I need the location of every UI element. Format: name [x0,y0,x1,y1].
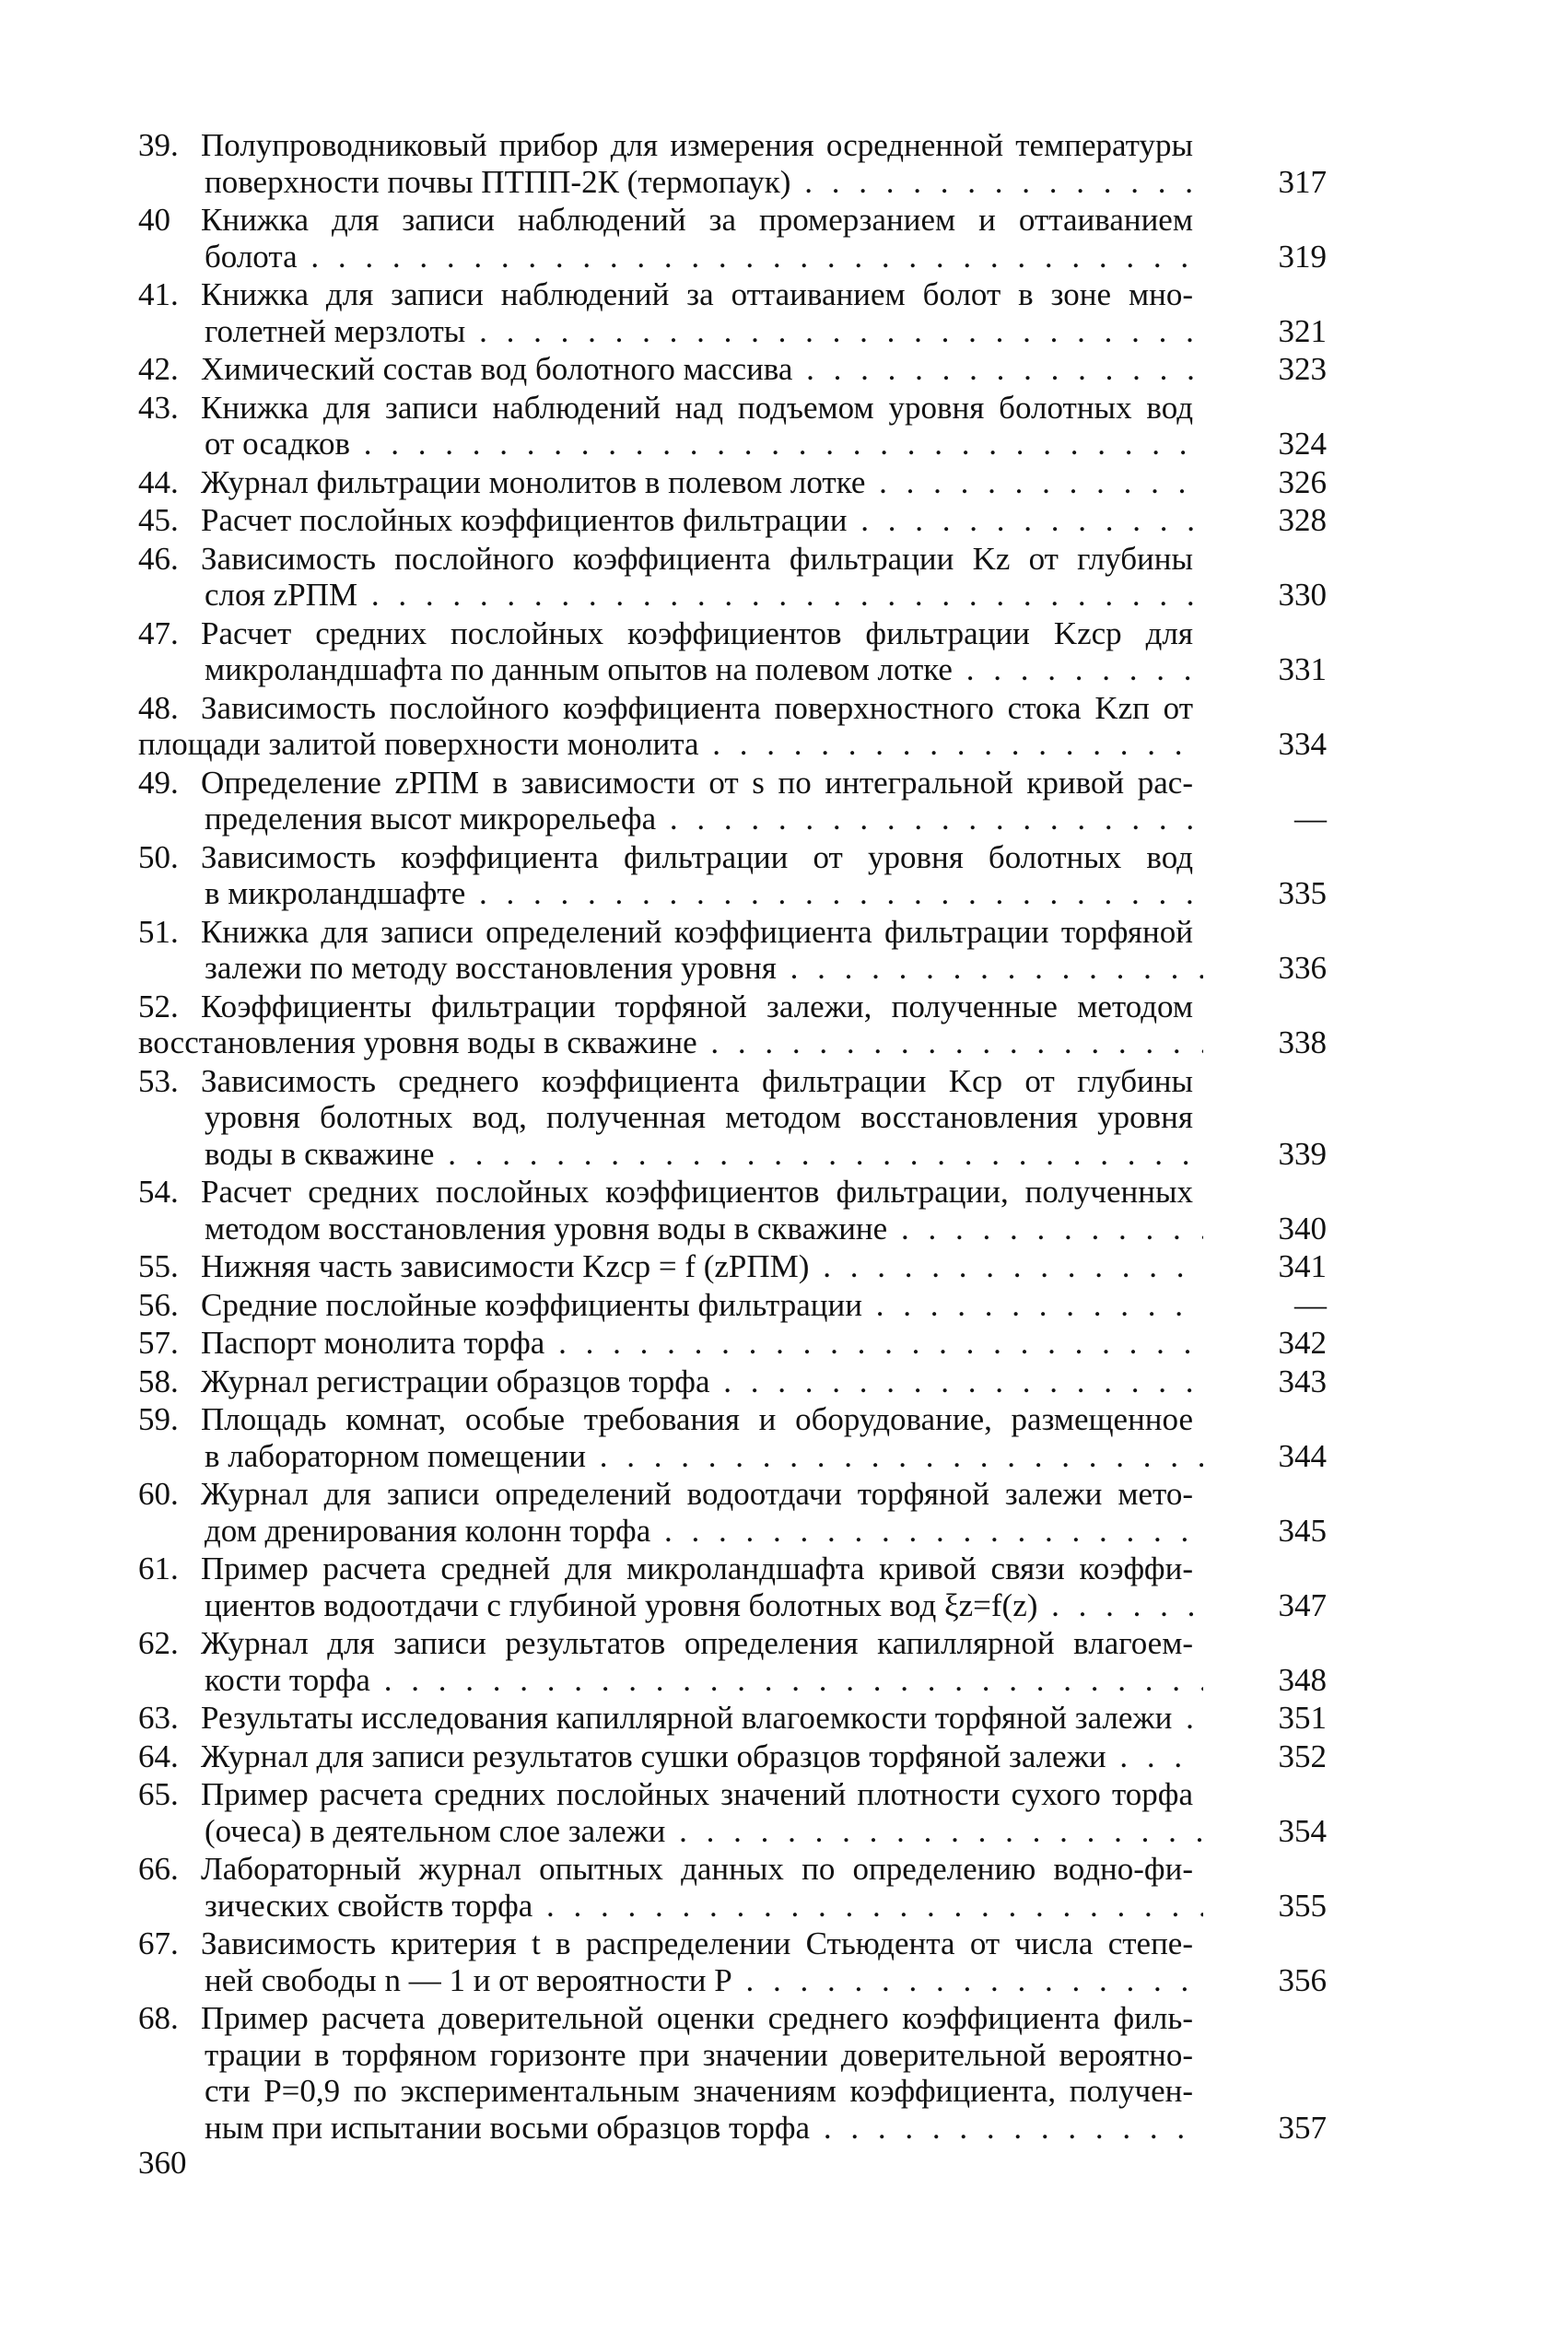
toc-entry-line [138,1287,1327,1324]
toc-entry-line [138,690,1327,727]
toc-entry-text: голетней мерзлоты [205,312,466,349]
toc-entry-line [138,1587,1327,1624]
toc-entry-text: Зависимость послойного коэффициента поверхностного стока Kzп от [201,689,1193,726]
toc-entry-text: залежи по методу восстановления уровня [205,950,777,986]
toc-entry-text: уровня болотных вод, полученная методом восстановления уровня [205,1099,1193,1135]
toc-entry-line [138,1211,1327,1247]
toc-entry-number: 49. [138,764,179,801]
toc-entry [138,914,1327,987]
toc-entry [138,765,1327,837]
table-of-contents [138,127,1327,2148]
toc-entry-text: Лабораторный журнал опытных данных по определению водно-фи- [201,1851,1193,1887]
toc-entry-page: 324 [1203,426,1327,462]
toc-entry-number: 61. [138,1551,179,1586]
toc-entry [138,690,1327,763]
toc-entry-number: 43. [138,389,179,426]
toc-entry-page: 326 [1203,464,1327,501]
toc-entry-text: Пример расчета средних послойных значений плотности сухого торфа [201,1776,1193,1812]
toc-entry-text: Паспорт монолита торфа [201,1325,545,1361]
toc-entry-number: 62. [138,1625,179,1661]
toc-entry-page: — [1203,1287,1327,1324]
toc-entry-number: 53. [138,1062,179,1099]
toc-entry-text: Расчет средних послойных коэффициентов фильтрации Kzср для [201,614,1193,651]
toc-entry-text: от осадков [205,426,351,462]
toc-entry-page: 331 [1203,651,1327,688]
toc-entry-number: 48. [138,689,179,726]
toc-entry-text: Пример расчета доверительной оценки среднего коэффициента филь- [201,2000,1193,2036]
toc-entry [138,1776,1327,1849]
toc-entry-line [138,239,1327,275]
toc-entry-line [138,615,1327,652]
toc-entry-line [138,202,1327,239]
dot-leader [298,239,1327,275]
toc-entry-number: 54. [138,1174,179,1210]
toc-entry [138,1551,1327,1623]
toc-entry [138,1700,1327,1737]
toc-entry-line [138,1513,1327,1550]
toc-entry-page: 348 [1203,1662,1327,1699]
toc-entry-text: Зависимость коэффициента фильтрации от уровня болотных вод [201,838,1193,875]
toc-entry-line [138,426,1327,462]
toc-entry [138,464,1327,501]
toc-entry-page: 355 [1203,1888,1327,1925]
toc-entry-line [138,839,1327,876]
toc-entry-text: кости торфа [205,1661,370,1698]
toc-entry-line [138,726,1327,763]
toc-entry [138,1325,1327,1362]
toc-entry-page: 338 [1203,1024,1327,1061]
toc-entry-number: 68. [138,2000,179,2036]
toc-entry-text: Площадь комнат, особые требования и оборудование, размещенное [201,1401,1193,1437]
toc-entry [138,1476,1327,1549]
toc-entry-page: 319 [1203,239,1327,275]
toc-entry-page: 342 [1203,1325,1327,1362]
toc-entry-line [138,1248,1327,1285]
toc-entry [138,1363,1327,1400]
toc-entry-text: в микроландшафте [205,875,466,911]
toc-entry-line [138,390,1327,427]
dot-leader [465,875,1327,911]
toc-entry-text: Журнал фильтрации монолитов в полевом лотке [201,463,866,500]
toc-entry-page: 354 [1203,1813,1327,1850]
toc-entry-page: 321 [1203,313,1327,350]
toc-entry-line [138,276,1327,313]
toc-entry [138,1287,1327,1324]
toc-entry-line [138,577,1327,614]
toc-entry-text: Книжка для записи наблюдений за промерзанием и оттаиванием [201,202,1193,238]
toc-entry-text: Журнал регистрации образцов торфа [201,1363,710,1399]
toc-entry-text: Зависимость среднего коэффициента фильтрации Kср от глубины [201,1062,1193,1099]
toc-entry-text: Полупроводниковый прибор для измерения осредненной температуры [201,127,1193,163]
toc-entry-number: 64. [138,1738,179,1774]
toc-entry-line [138,1063,1327,1100]
toc-entry-text: Книжка для записи определений коэффициента фильтрации торфяной [201,913,1193,950]
dot-leader [350,426,1327,462]
toc-entry-text: циентов водоотдачи с глубиной уровня болотных вод ξz=f(z) [205,1586,1038,1623]
toc-entry-page: 343 [1203,1363,1327,1400]
toc-entry-text: Зависимость критерия t в распределении Стьюдента от числа степе- [201,1925,1193,1961]
toc-entry-number: 47. [138,614,179,651]
toc-entry-text: Коэффициенты фильтрации торфяной залежи, полученные методом [201,988,1193,1024]
toc-entry [138,541,1327,614]
toc-entry-line [138,1099,1327,1136]
toc-entry [138,1851,1327,1924]
toc-entry [138,989,1327,1061]
toc-entry-text: микроландшафта по данным опытов на полевом лотке [205,651,953,687]
toc-entry-text: Пример расчета средней для микроландшафта кривой связи коэффи- [201,1551,1193,1586]
toc-entry-text: в лабораторном помещении [205,1437,586,1474]
toc-entry-text: болота [205,238,298,275]
toc-entry-line [138,950,1327,987]
toc-entry-number: 40 [138,202,170,238]
toc-entry-line [138,1438,1327,1475]
toc-entry-text: Определение zРПМ в зависимости от s по интегральной кривой рас- [201,764,1193,801]
toc-entry [138,1174,1327,1246]
toc-entry-text: слоя zРПМ [205,577,358,613]
toc-entry-page: 344 [1203,1438,1327,1475]
toc-entry [138,615,1327,688]
toc-entry-number: 50. [138,838,179,875]
toc-entry-text: воды в скважине [205,1135,435,1172]
page-number: 360 [138,2145,187,2181]
toc-entry-page: 345 [1203,1513,1327,1550]
toc-entry-line [138,1925,1327,1962]
toc-entry-page: 340 [1203,1211,1327,1247]
toc-entry-line [138,2000,1327,2037]
toc-entry-line [138,1325,1327,1362]
toc-entry-number: 60. [138,1476,179,1512]
toc-entry-page: 336 [1203,950,1327,987]
toc-entry-text: Журнал для записи результатов определения капиллярной влагоем- [201,1625,1193,1661]
toc-entry-line [138,1401,1327,1438]
toc-entry [138,351,1327,388]
toc-entry-line [138,914,1327,951]
toc-entry-line [138,875,1327,912]
toc-entry-line [138,1662,1327,1699]
toc-entry-text: Зависимость послойного коэффициента фильтрации Kz от глубины [201,540,1193,577]
toc-entry-page: 317 [1203,164,1327,201]
toc-entry-line [138,1776,1327,1813]
toc-entry [138,1063,1327,1173]
toc-entry [138,2000,1327,2146]
toc-entry-text: трации в торфяном горизонте при значении доверительной вероятно- [205,2036,1193,2073]
toc-entry-page: 341 [1203,1248,1327,1285]
toc-entry [138,1401,1327,1474]
toc-entry-line [138,765,1327,802]
toc-entry-number: 51. [138,913,179,950]
toc-entry-line [138,1813,1327,1850]
toc-entry-text: ней свободы n — 1 и от вероятности P [205,1961,732,1998]
toc-entry [138,839,1327,912]
toc-entry-number: 45. [138,502,179,538]
toc-entry-text: Книжка для записи наблюдений над подъемом уровня болотных вод [201,389,1193,426]
toc-entry-text: поверхности почвы ПТПП-2К (термопаук) [205,163,791,200]
toc-entry-line [138,313,1327,350]
toc-entry-number: 57. [138,1325,179,1361]
toc-entry-number: 58. [138,1363,179,1399]
toc-entry-text: сти P=0,9 по экспериментальным значениям коэффициента, получен- [205,2073,1193,2109]
toc-entry-text: Результаты исследования капиллярной влагоемкости торфяной залежи [201,1700,1173,1736]
toc-entry-page: 339 [1203,1136,1327,1173]
toc-entry-line [138,1962,1327,1999]
toc-entry-number: 59. [138,1401,179,1437]
toc-entry-line [138,1851,1327,1888]
toc-entry-text: Нижняя часть зависимости Kzср = f (zРПМ) [201,1248,810,1284]
toc-entry-text: пределения высот микрорельефа [205,801,657,837]
toc-entry [138,276,1327,349]
toc-entry-number: 66. [138,1851,179,1887]
toc-entry-number: 52. [138,988,179,1024]
toc-entry-page: 330 [1203,577,1327,614]
toc-entry-line [138,464,1327,501]
toc-entry-number: 41. [138,276,179,312]
toc-entry [138,390,1327,462]
toc-entry-line [138,541,1327,578]
toc-entry-page: 357 [1203,2110,1327,2147]
toc-entry-text: (очеса) в деятельном слое залежи [205,1812,666,1849]
toc-entry-line [138,2110,1327,2147]
toc-entry-page: — [1203,801,1327,837]
toc-entry-text: Книжка для записи наблюдений за оттаиванием болот в зоне мно- [201,276,1193,312]
toc-entry-line [138,502,1327,539]
toc-entry-number: 46. [138,540,179,577]
toc-entry-page: 352 [1203,1738,1327,1775]
dot-leader [465,313,1327,349]
toc-entry [138,127,1327,200]
toc-entry-text: ным при испытании восьми образцов торфа [205,2109,811,2146]
toc-entry-page: 328 [1203,502,1327,539]
toc-entry-line [138,989,1327,1025]
toc-entry-number: 39. [138,127,179,163]
toc-entry [138,202,1327,275]
toc-entry-page: 334 [1203,726,1327,763]
toc-entry [138,1738,1327,1775]
dot-leader [370,1662,1327,1698]
toc-entry-text: восстановления уровня воды в скважине [138,1024,697,1060]
toc-entry [138,502,1327,539]
toc-entry-line [138,801,1327,837]
toc-entry-line [138,127,1327,164]
toc-entry-line [138,1738,1327,1775]
toc-entry [138,1625,1327,1698]
toc-entry-page: 347 [1203,1587,1327,1624]
toc-entry-line [138,2073,1327,2110]
toc-entry-number: 55. [138,1248,179,1284]
toc-entry [138,1925,1327,1998]
toc-entry-number: 63. [138,1700,179,1736]
toc-entry-line [138,1551,1327,1587]
toc-entry-text: Журнал для записи определений водоотдачи торфяной залежи мето- [201,1476,1193,1512]
toc-entry-number: 67. [138,1925,179,1961]
toc-entry-number: 44. [138,463,179,500]
toc-entry-text: Расчет послойных коэффициентов фильтрации [201,502,848,538]
toc-entry-line [138,1625,1327,1662]
toc-entry [138,1248,1327,1285]
toc-entry-line [138,651,1327,688]
toc-entry-text: методом восстановления уровня воды в скважине [205,1210,888,1246]
toc-entry-text: зических свойств торфа [205,1887,533,1924]
toc-entry-line [138,1476,1327,1513]
toc-entry-text: Химический состав вод болотного массива [201,351,793,387]
dot-leader [434,1136,1327,1172]
toc-entry-text: площади залитой поверхности монолита [138,726,699,762]
toc-entry-page: 335 [1203,875,1327,912]
toc-entry-line [138,1363,1327,1400]
toc-entry-line [138,1136,1327,1173]
toc-entry-line [138,351,1327,388]
toc-entry-number: 42. [138,351,179,387]
toc-entry-page: 323 [1203,351,1327,388]
toc-entry-line [138,164,1327,201]
toc-entry-text: Журнал для записи результатов сушки образцов торфяной залежи [201,1738,1106,1774]
toc-entry-line [138,1700,1327,1737]
toc-entry-text: дом дренирования колонн торфа [205,1512,651,1549]
toc-entry-line [138,1888,1327,1925]
toc-entry-page: 356 [1203,1962,1327,1999]
toc-entry-line [138,1024,1327,1061]
toc-entry-line [138,1174,1327,1211]
toc-entry-line [138,2037,1327,2074]
toc-entry-page: 351 [1203,1700,1327,1737]
dot-leader [357,577,1327,613]
toc-entry-text: Расчет средних послойных коэффициентов фильтрации, полученных [201,1174,1193,1210]
toc-entry-number: 65. [138,1776,179,1812]
toc-entry-text: Средние послойные коэффициенты фильтрации [201,1286,862,1323]
toc-entry-number: 56. [138,1286,179,1323]
